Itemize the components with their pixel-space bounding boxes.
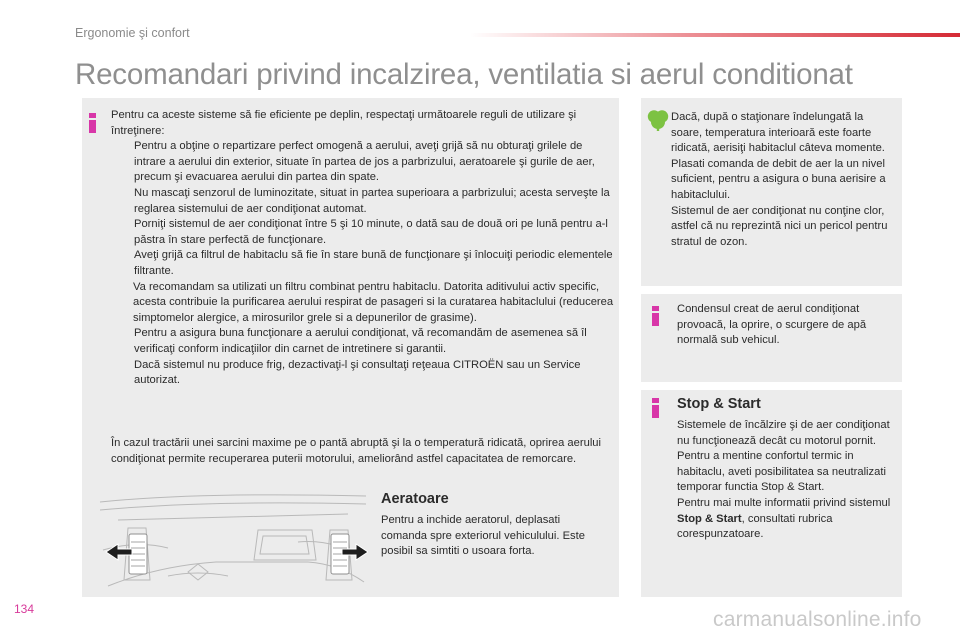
page-number: 134 <box>14 602 35 616</box>
recommendation-continuation: Va recomandam sa utilizati un filtru combinat pentru habitaclu. Datorita aditivului activ specific, acesta contribuie la purificarea aerului respirat de pasageri si la curatarea habitaclului (reducerea simptomelor alergice, a mirosurilor grele si a depunerilor de grasime). <box>133 280 614 324</box>
recommendation-text: Porniţi sistemul de aer condiţionat între 5 şi 10 minute, o dată sau de două ori pe lună pentru a-l păstra în stare perfectă de funcţionare. <box>134 218 608 246</box>
aeratoare-text: Pentru a inchide aeratorul, deplasati comanda spre exteriorul vehiculului. Este posibil sa simtiti o usoara forta. <box>381 514 585 558</box>
recommendation-item <box>111 217 616 248</box>
main-recommendations-text <box>111 108 616 389</box>
aeratoare-heading: Aeratoare <box>381 491 449 507</box>
eco-tip-text: Dacă, după o staţionare îndelungată la soare, temperatura interioară este foarte ridicată, aerisiţi habitaclul câteva momente. Plasati comanda de debit de aer la un nivel suficient, pentru a asigura o buna aerisire a habitaclului. Sistemul de aer condiţionat nu conţine clor, astfel că nu reprezintă nici un pericol pentru stratul de ozon. <box>671 111 888 248</box>
recommendation-item <box>111 248 616 279</box>
intro-text: Pentru ca aceste sisteme să fie eficiente pe deplin, respectaţi următoarele reguli de utilizare şi întreţinere: <box>111 109 577 137</box>
bullet-marker <box>111 139 134 186</box>
info-icon <box>652 398 659 418</box>
info-icon <box>652 306 659 326</box>
bullet-marker <box>111 217 134 248</box>
recommendation-item <box>111 139 616 186</box>
recommendation-text: Pentru a asigura buna funcţionare a aerului condiţionat, vă recomandăm de asemenea să îl verificaţi conform indicaţiilor din carnet de intretinere si garantii. <box>134 327 587 355</box>
stop-start-bold: Stop & Start <box>677 512 742 525</box>
stop-start-text <box>677 418 897 543</box>
bullet-marker <box>111 248 134 279</box>
recommendation-text: Aveţi grijă ca filtrul de habitaclu să fie în stare bună de funcţionare şi înlocuiţi periodic elementele filtrante. <box>134 249 613 277</box>
recommendation-list <box>111 139 616 389</box>
section-header: Ergonomie şi confort <box>75 26 190 40</box>
towing-note: În cazul tractării unei sarcini maxime pe o pantă abruptă şi la o temperatură ridicată, oprirea aerului condiţionat permite recuperarea puterii motorului, ameliorând astfel capacitatea de remorcare. <box>111 437 602 465</box>
dashboard-air-vent-illustration <box>98 490 368 594</box>
condensation-text: Condensul creat de aerul condiţionat provoacă, la oprire, o scurgere de apă normală sub vehicul. <box>677 303 867 347</box>
recommendation-text: Pentru a obţine o repartizare perfect omogenă a aerului, aveţi grijă să nu obturaţi grilele de intrare a aerului din exterior, situate în partea de jos a parbrizului, aeratoarele şi gurile de aer, precum şi evacuarea aerului din partea din spate. <box>134 140 595 184</box>
recommendation-item <box>111 326 616 357</box>
header-rule <box>470 33 960 37</box>
recommendation-text: Dacă sistemul nu produce frig, dezactivaţi-l şi consultaţi reţeaua CITROËN sau un Service autorizat. <box>134 358 581 387</box>
recommendation-text: Nu mascaţi senzorul de luminozitate, situat in partea superioara a parbrizului; acesta serveşte la reglarea sistemului de aer condiţionat automat. <box>134 186 610 215</box>
leaf-icon <box>646 108 670 132</box>
recommendation-item <box>111 186 616 217</box>
info-icon <box>89 113 96 133</box>
stop-start-text-part: Sistemele de încălzire şi de aer condiţionat nu funcţionează decât cu motorul pornit. Pentru a mentine confortul termic in habitaclu, aveti posibilitatea sa neutralizati temporar functia Stop & Start. Pentru mai multe informatii privind sistemul <box>677 419 891 509</box>
bullet-marker <box>111 186 134 217</box>
bullet-marker <box>111 326 134 357</box>
stop-start-text-part: , consultati rubrica corespunzatoare. <box>677 512 833 541</box>
page-title: Recomandari privind incalzirea, ventilatia si aerul conditionat <box>75 58 853 91</box>
stop-start-heading: Stop & Start <box>677 396 761 412</box>
bullet-marker <box>111 358 134 389</box>
watermark: carmanualsonline.info <box>713 608 922 631</box>
recommendation-item <box>111 358 616 389</box>
